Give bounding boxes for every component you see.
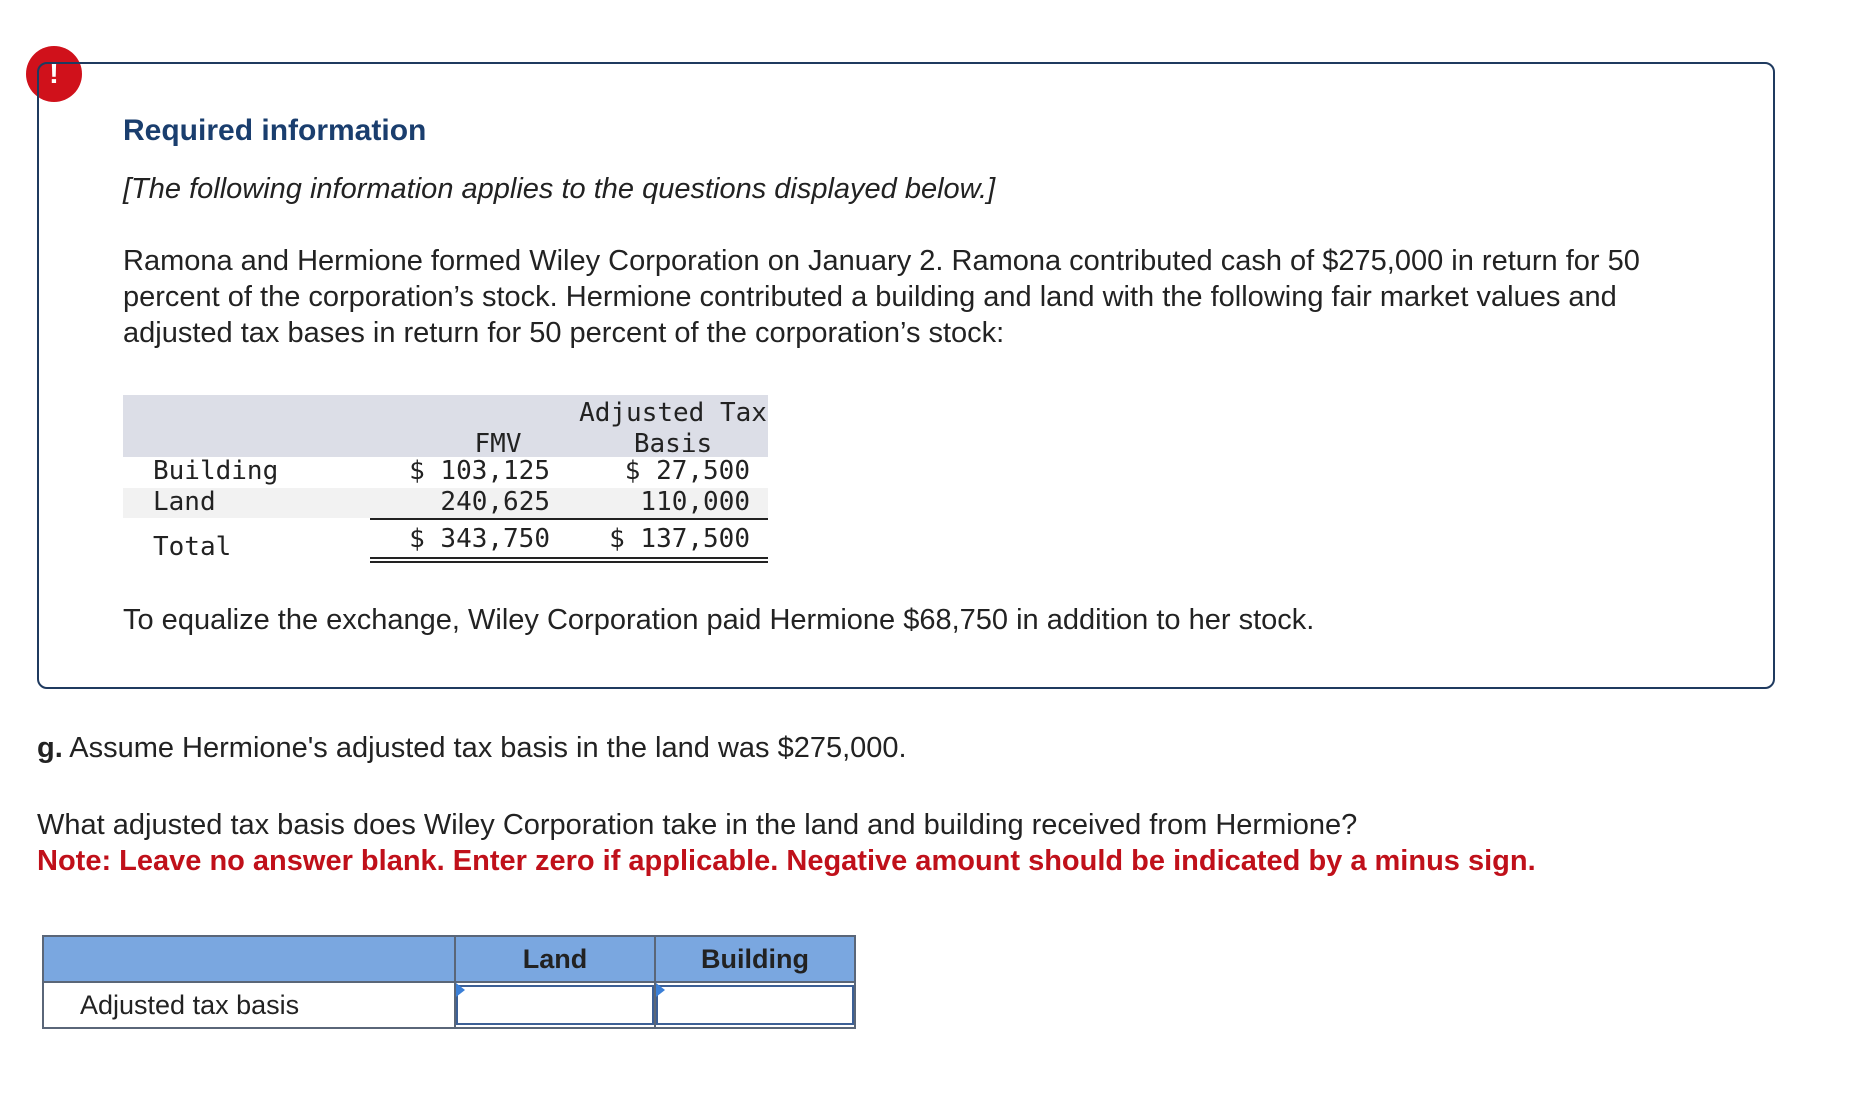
row-label-building: Building bbox=[153, 456, 279, 486]
row-label-total: Total bbox=[153, 532, 232, 562]
row-building-basis: $ 27,500 bbox=[624, 456, 750, 486]
header-basis-line2: Basis bbox=[633, 429, 713, 459]
required-information-title: Required information bbox=[123, 114, 427, 147]
answer-note: Note: Leave no answer blank. Enter zero if applicable. Negative amount should be indicated by a minus sign. bbox=[37, 845, 1536, 877]
answer-table bbox=[42, 935, 856, 1029]
total-double-rule-bottom bbox=[370, 561, 768, 563]
row-land-fmv: 240,625 bbox=[440, 487, 550, 517]
land-cell bbox=[455, 982, 655, 1028]
header-fmv: FMV bbox=[474, 429, 522, 459]
land-basis-input[interactable] bbox=[456, 985, 654, 1025]
total-basis: $ 137,500 bbox=[609, 524, 750, 554]
answer-row-label: Adjusted tax basis bbox=[43, 982, 455, 1028]
answer-header-building: Building bbox=[655, 936, 855, 982]
question-letter: g. bbox=[37, 732, 63, 764]
answer-header-land: Land bbox=[455, 936, 655, 982]
answer-header-row bbox=[43, 936, 855, 982]
answer-header-blank bbox=[43, 936, 455, 982]
info-applies-note: [The following information applies to the questions displayed below.] bbox=[123, 173, 996, 205]
question-text: Assume Hermione's adjusted tax basis in the land was $275,000. bbox=[62, 732, 907, 764]
equalize-text: To equalize the exchange, Wiley Corporation paid Hermione $68,750 in addition to her stock. bbox=[123, 604, 1315, 636]
required-information-panel bbox=[37, 62, 1775, 689]
question-prompt: What adjusted tax basis does Wiley Corporation take in the land and building received from Hermione? bbox=[37, 809, 1358, 841]
row-land-basis: 110,000 bbox=[640, 487, 750, 517]
answer-row bbox=[43, 982, 855, 1028]
exclamation-icon: ! bbox=[26, 46, 82, 102]
building-cell bbox=[655, 982, 855, 1028]
building-basis-input[interactable] bbox=[656, 985, 854, 1025]
question-g bbox=[37, 730, 907, 766]
header-basis-line1: Adjusted Tax bbox=[579, 398, 767, 428]
total-double-rule-top bbox=[370, 557, 768, 559]
row-building-fmv: $ 103,125 bbox=[409, 456, 550, 486]
subtotal-rule bbox=[370, 518, 768, 520]
row-label-land: Land bbox=[153, 487, 216, 517]
scenario-text: Ramona and Hermione formed Wiley Corporation on January 2. Ramona contributed cash of $275,000 in return for 50 percent of the corporation’s stock. Hermione contributed a building and land with the following fair market values and adjusted tax bases in return for 50 percent of the corporation’s stock: bbox=[123, 245, 1640, 349]
input-marker-icon bbox=[656, 983, 665, 997]
input-marker-icon bbox=[456, 983, 465, 997]
total-fmv: $ 343,750 bbox=[409, 524, 550, 554]
